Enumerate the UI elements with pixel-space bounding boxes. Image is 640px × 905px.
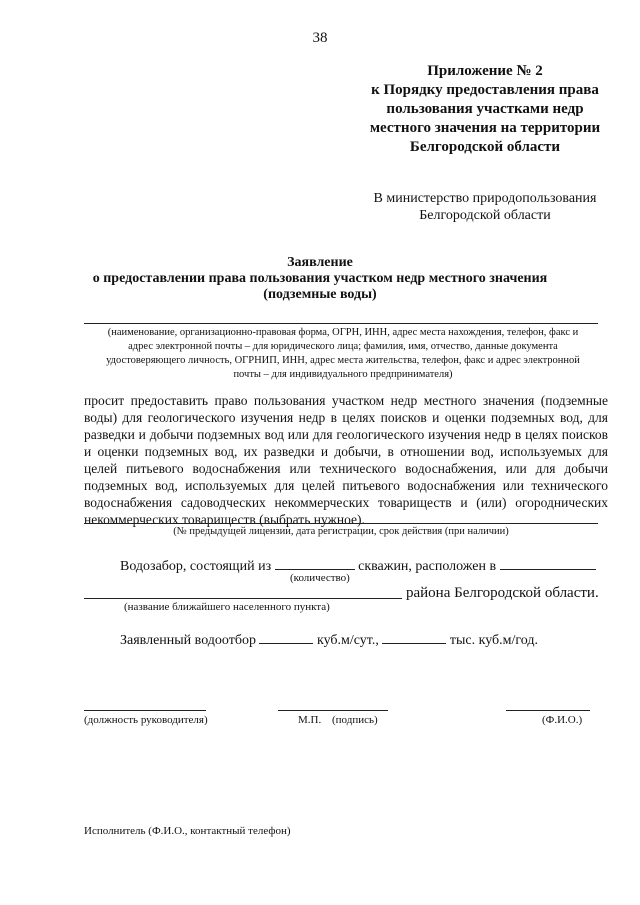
location-field[interactable]	[500, 556, 596, 570]
position-caption: (должность руководителя)	[84, 714, 208, 726]
license-caption: (№ предыдущей лицензии, дата регистрации, срок действия (при наличии)	[173, 526, 509, 537]
title-line: Заявление	[287, 255, 353, 270]
appendix-header	[330, 62, 640, 157]
quantity-caption: (количество)	[290, 572, 350, 584]
appendix-line: пользования участками недр	[386, 101, 584, 117]
appendix-line: к Порядку предоставления права	[371, 82, 599, 98]
district-suffix: района Белгородской области.	[406, 585, 599, 601]
annual-volume-field[interactable]	[382, 630, 446, 644]
addressee-line: В министерство природопользования	[373, 191, 597, 206]
applicant-caption: (наименование, организационно-правовая форма, ОГРН, ИНН, адрес места нахождения, телефон, факс и адрес электронной почты – для юридического лица; фамилия, имя, отчество, данные документа удостоверяющего личность, ОГРНИП, ИНН, адрес места жительства, телефон, факс и адрес электронной почты – для индивидуального предпринимателя)	[106, 327, 580, 380]
water-intake-prefix: Водозабор, состоящий из	[120, 559, 272, 574]
daily-volume-field[interactable]	[259, 630, 313, 644]
addressee-line: Белгородской области	[419, 208, 551, 223]
license-field-line	[84, 523, 598, 524]
well-count-field[interactable]	[275, 556, 355, 570]
signature-caption: (подпись)	[332, 714, 378, 726]
name-signature-line[interactable]	[506, 710, 590, 711]
appendix-line: Белгородской области	[409, 139, 561, 155]
settlement-field-line[interactable]	[84, 598, 402, 599]
position-signature-line[interactable]	[84, 710, 206, 711]
appendix-line: Приложение № 2	[427, 63, 543, 79]
title-line: (подземные воды)	[263, 287, 377, 302]
name-caption: (Ф.И.О.)	[542, 714, 583, 726]
water-intake-middle: скважин, расположен в	[358, 559, 497, 574]
withdrawal-prefix: Заявленный водоотбор	[120, 633, 256, 648]
settlement-caption: (название ближайшего населенного пункта)	[124, 601, 330, 613]
request-text: просит предоставить право пользования участком недр местного значения (подземные воды) для геологического изучения недр в целях поисков и оценки подземных вод, для разведки и добычи подземных вод или для геологического изучения недр в целях поисков и оценки подземных вод, их разведки и добычи, в отношении вод, используемых для целей питьевого водоснабжения или технического водоснабжения, или для добычи подземных вод, используемых для целей питьевого водоснабжения или технического водоснабжения садоводческих некоммерческих товариществ и (или) огороднических некоммерческих товариществ (выбрать нужное).	[84, 393, 608, 527]
page-number: 38	[312, 30, 328, 46]
appendix-line: местного значения на территории	[369, 120, 601, 136]
addressee	[330, 190, 640, 224]
annual-unit: тыс. куб.м/год.	[449, 633, 539, 648]
withdrawal-row	[120, 630, 538, 650]
title-line: о предоставлении права пользования участком недр местного значения	[92, 271, 548, 286]
signature-line[interactable]	[278, 710, 388, 711]
applicant-field-line	[84, 323, 598, 324]
stamp-caption: М.П.	[298, 714, 322, 726]
document-title	[60, 255, 580, 303]
daily-unit: куб.м/сут.,	[316, 633, 379, 648]
executor-caption: Исполнитель (Ф.И.О., контактный телефон)	[84, 825, 291, 837]
water-intake-row	[120, 556, 596, 576]
